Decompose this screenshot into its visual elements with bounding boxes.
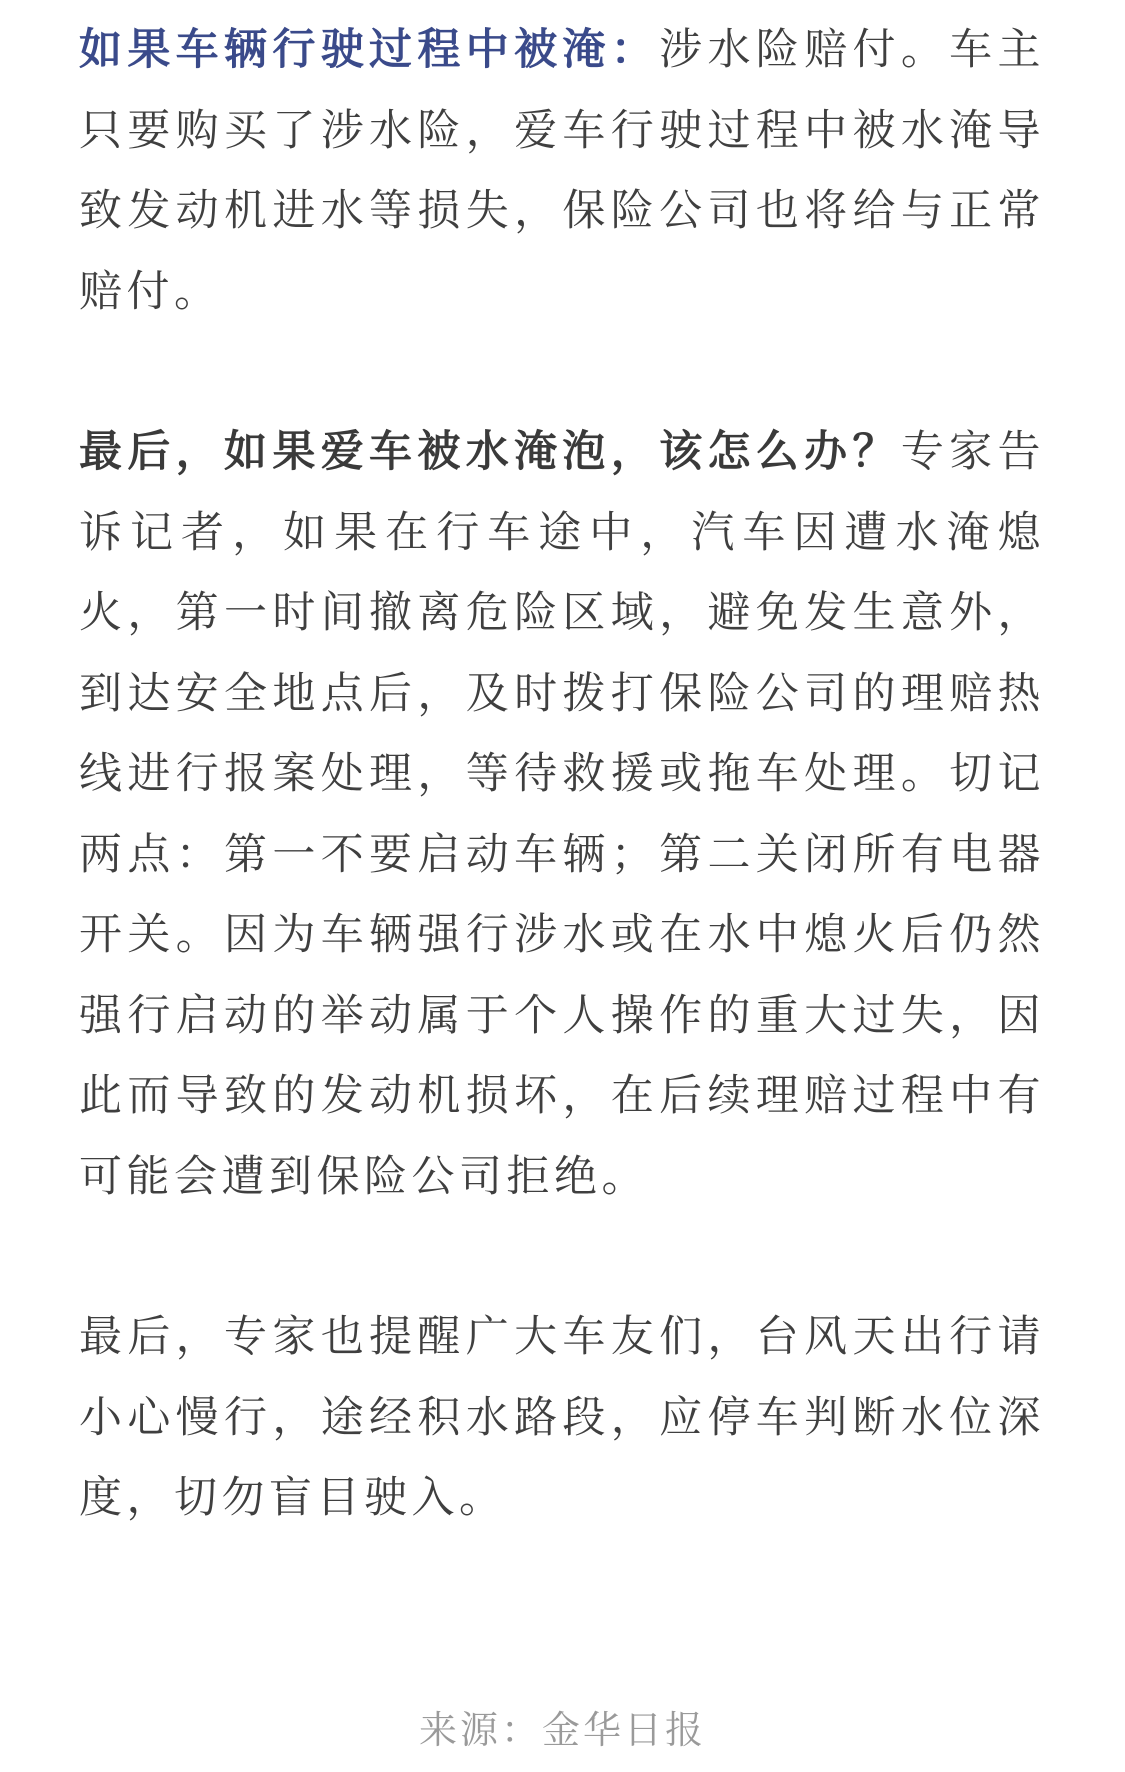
article-body: [79, 10, 1045, 1539]
paragraph-lead-highlight: 如果车辆行驶过程中被淹：: [79, 25, 660, 75]
paragraph-flood-while-driving: [79, 10, 1045, 332]
paragraph-body-text: 涉水险赔付。车主只要购买了涉水险，爱车行驶过程中被水淹导致发动机进水等损失，保险公司也将给与正常赔付。: [79, 25, 1046, 317]
paragraph-body-text: 专家告诉记者，如果在行车途中，汽车因遭水淹熄火，第一时间撤离危险区域，避免发生意外，到达安全地点后，及时拨打保险公司的理赔热线进行报案处理，等待救援或拖车处理。切记两点：第一不要启动车辆；第二关闭所有电器开关。因为车辆强行涉水或在水中熄火后仍然强行启动的举动属于个人操作的重大过失，因此而导致的发动机损坏，在后续理赔过程中有可能会遭到保险公司拒绝。: [79, 427, 1046, 1202]
paragraph-lead-bold: 最后，如果爱车被水淹泡，该怎么办？: [79, 427, 901, 477]
paragraph-expert-reminder: [79, 1297, 1045, 1539]
paragraph-what-to-do: [79, 412, 1045, 1217]
paragraph-body-text: 最后，专家也提醒广大车友们，台风天出行请小心慢行，途经积水路段，应停车判断水位深度，切勿盲目驶入。: [79, 1312, 1045, 1523]
article-source: 来源：金华日报: [418, 1708, 706, 1752]
